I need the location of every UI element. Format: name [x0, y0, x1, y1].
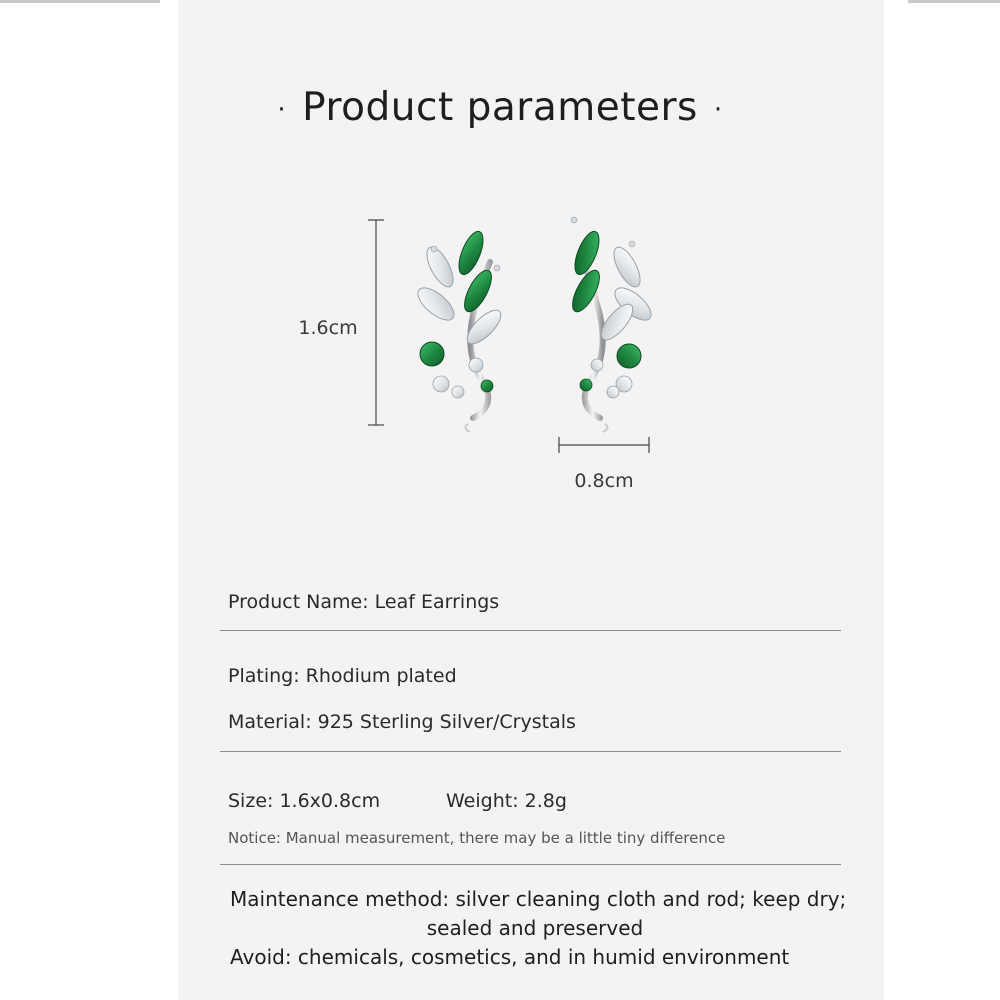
divider-1	[220, 630, 841, 631]
width-dimension-line	[559, 437, 649, 453]
heading-dot-left: ·	[277, 94, 287, 125]
width-label: 0.8cm	[574, 470, 634, 492]
height-dimension-line	[368, 220, 384, 425]
weight-text: Weight: 2.8g	[446, 790, 567, 812]
maintenance-section	[230, 885, 850, 972]
right-earring-image	[567, 217, 656, 432]
maintenance-line-2: sealed and preserved	[426, 916, 644, 940]
divider-3	[220, 864, 841, 865]
product-name-text: Product Name: Leaf Earrings	[228, 591, 500, 613]
height-label: 1.6cm	[298, 317, 358, 339]
notice-text: Notice: Manual measurement, there may be a little tiny difference	[228, 829, 726, 847]
maintenance-line-1: Maintenance method: silver cleaning cloth and rod; keep dry;	[230, 887, 847, 911]
heading-dot-right: ·	[713, 94, 723, 125]
heading-text: Product parameters	[302, 85, 698, 130]
plating-text: Plating: Rhodium plated	[228, 665, 457, 687]
material-text: Material: 925 Sterling Silver/Crystals	[228, 711, 576, 733]
size-text: Size: 1.6x0.8cm	[228, 790, 381, 812]
divider-2	[220, 751, 841, 752]
avoid-line: Avoid: chemicals, cosmetics, and in humid environment	[230, 945, 790, 969]
left-earring-image	[413, 228, 506, 432]
